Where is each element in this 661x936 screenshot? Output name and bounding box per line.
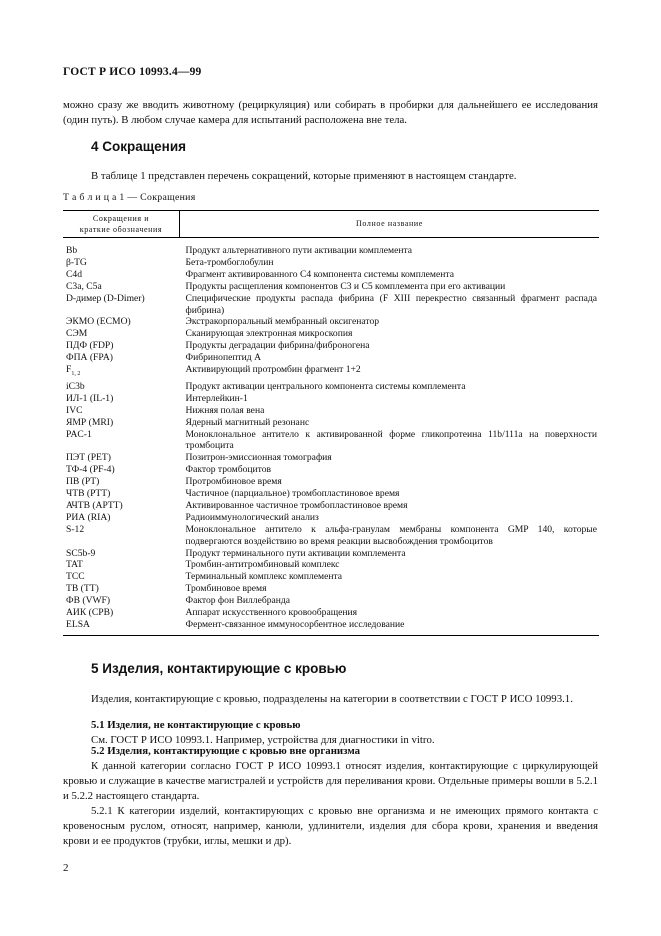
abbreviation-text: iC3b: [66, 380, 85, 392]
abbreviation-text: C3a, C5a: [66, 280, 102, 292]
abbreviation-cell: [63, 512, 180, 524]
abbreviation-cell: [63, 393, 180, 405]
table-row: [63, 417, 599, 429]
full-name-cell: Продукты деградации фибрина/фиброногена: [185, 340, 370, 352]
abbreviation-cell: [63, 619, 180, 635]
full-name-cell: Моноклональное антитело к альфа-гранулам мембраны компонента GMP 140, которые подвергаются воздействию во время реакции высвобождения тромбоцитов: [185, 523, 597, 547]
table-row: [63, 512, 599, 524]
abbreviation-cell: [63, 500, 180, 512]
subsection-5-1-heading: 5.1 Изделия, не контактирующие с кровью: [91, 719, 301, 731]
column-header-full-name: Полное название: [180, 211, 600, 238]
abbreviation-text: ПВ (PT): [66, 476, 100, 488]
table-row: [63, 269, 599, 281]
full-name-cell: Фрагмент активированного C4 компонента системы комплемента: [185, 268, 454, 280]
table-row: [63, 429, 599, 453]
standard-header: ГОСТ Р ИСО 10993.4—99: [63, 66, 202, 78]
abbreviation-text: TAT: [66, 559, 83, 571]
full-name-cell: Радиоиммунологический анализ: [185, 511, 319, 523]
abbreviation-text: Bb: [66, 245, 78, 256]
abbreviation-cell: [63, 405, 180, 417]
full-name-cell: Экстракорпоральный мембранный оксигенатор: [185, 316, 380, 328]
abbreviation-text: F: [66, 364, 72, 376]
table-row: [63, 364, 599, 381]
full-name-cell: Активирующий протромбин фрагмент 1+2: [185, 364, 361, 376]
full-name-cell: Фактор тромбоцитов: [185, 464, 272, 476]
table-row: [63, 257, 599, 269]
abbreviation-text: СЭМ: [66, 328, 88, 340]
table-row: [63, 571, 599, 583]
full-name-cell: Фермент-связанное иммуносорбентное исследование: [180, 619, 600, 635]
full-name-cell: Нижняя полая вена: [185, 404, 265, 416]
abbreviation-text: ЭКМО (ECMO): [66, 316, 131, 328]
table-header-row: [63, 211, 599, 238]
intro-paragraph: можно сразу же вводить животному (рециркуляция) или собирать в пробирки для дальнейшего ее исследования (один путь). В любом случае камера для испытаний расположена вне тела.: [63, 99, 598, 127]
abbreviation-cell: [63, 607, 180, 619]
abbreviation-cell: [63, 488, 180, 500]
table-row: [63, 352, 599, 364]
abbreviation-cell: [63, 583, 180, 595]
full-name-cell: Тромбин-антитромбиновый комплекс: [185, 559, 340, 571]
abbreviation-cell: [63, 548, 180, 560]
table-row: [63, 393, 599, 405]
full-name-cell: Продукт терминального пути активации комплемента: [185, 547, 406, 559]
section-5-intro-text: Изделия, контактирующие с кровью, подразделены на категории в соответствии с ГОСТ Р ИСО 10993.1.: [91, 693, 573, 705]
abbreviation-text: ФПА (FPA): [66, 352, 113, 364]
abbreviation-cell: [63, 352, 180, 364]
table-row: [63, 328, 599, 340]
abbreviation-text: АЧТВ (APTT): [66, 499, 123, 511]
section-5-intro: [63, 692, 598, 707]
table-row: [63, 488, 599, 500]
abbreviation-cell: [63, 559, 180, 571]
abbreviation-text: D-димер (D-Dimer): [66, 292, 145, 304]
abbreviation-text: TCC: [66, 571, 85, 583]
abbreviation-text: β-TG: [66, 256, 87, 268]
section-4-intro: В таблице 1 представлен перечень сокращений, которые применяют в настоящем стандарте.: [91, 170, 517, 182]
full-name-cell: Аппарат искусственного кровообращения: [185, 607, 358, 619]
abbreviation-text: ТФ-4 (PF-4): [66, 464, 115, 476]
full-name-cell: Частичное (парциальное) тромбопластиновое время: [185, 488, 400, 500]
abbreviation-cell: [63, 417, 180, 429]
table-row: [63, 464, 599, 476]
abbreviation-cell: [63, 476, 180, 488]
full-name-cell: Терминальный комплекс комплемента: [185, 571, 343, 583]
abbreviations-table: [63, 210, 599, 636]
abbreviation-text: ПДФ (FDP): [66, 340, 114, 352]
table-row: [63, 293, 599, 317]
table-row: [63, 607, 599, 619]
abbreviation-text: ФВ (VWF): [66, 595, 111, 607]
table-row: [63, 500, 599, 512]
abbreviation-text: РИА (RIA): [66, 511, 111, 523]
page-number: 2: [63, 862, 69, 874]
subsection-5-2-heading: 5.2 Изделия, контактирующие с кровью вне организма: [91, 745, 361, 757]
section-5-heading: 5 Изделия, контактирующие с кровью: [91, 661, 347, 676]
abbreviation-cell: [63, 524, 180, 548]
table-row: [63, 281, 599, 293]
column-header-line: краткие обозначения: [79, 225, 163, 234]
table-row: [63, 381, 599, 393]
abbreviation-cell: [63, 281, 180, 293]
abbreviation-text: PAC-1: [66, 428, 92, 440]
abbreviation-text: ИЛ-1 (IL-1): [66, 392, 114, 404]
abbreviation-cell: [63, 429, 180, 453]
full-name-cell: Моноклональное антитело к активированной форме гликопротеина 11b/111a на поверхности тромбоцита: [185, 428, 597, 452]
full-name-cell: Продукт альтернативного пути активации комплемента: [185, 245, 413, 256]
abbreviation-cell: [63, 571, 180, 583]
full-name-cell: Продукт активации центрального компонента системы комплемента: [185, 380, 466, 392]
full-name-cell: Ядерный магнитный резонанс: [185, 416, 310, 428]
abbreviation-cell: [63, 257, 180, 269]
abbreviation-text: ELSA: [66, 619, 90, 630]
table-row: [63, 405, 599, 417]
table-row: [63, 548, 599, 560]
full-name-cell: Фибринопептид А: [185, 352, 262, 364]
table-row: [63, 452, 599, 464]
table-row: [63, 340, 599, 352]
table-row: [63, 524, 599, 548]
section-4-heading: 4 Сокращения: [91, 139, 186, 154]
subsection-5-2-1-text: 5.2.1 К категории изделий, контактирующих с кровью вне организма и не имеющих прямого контакта с кровеносным руслом, относят, например, канюли, удлинители, изделия для сбора крови, хранения и введения крови и ее продуктов (трубки, иглы, мешки и др).: [63, 805, 598, 848]
full-name-cell: Протромбиновое время: [185, 476, 282, 488]
abbreviation-subscript: 1, 2: [71, 370, 81, 377]
abbreviation-cell: [63, 464, 180, 476]
full-name-cell: Бета-тромбоглобулин: [185, 256, 274, 268]
full-name-cell: Фактор фон Виллебранда: [185, 595, 291, 607]
abbreviation-text: IVC: [66, 404, 83, 416]
abbreviation-text: C4d: [66, 268, 82, 280]
subsection-5-1-text: См. ГОСТ Р ИСО 10993.1. Например, устройства для диагностики in vitro.: [91, 734, 435, 746]
table-caption: Т а б л и ц а 1 — Сокращения: [63, 192, 196, 203]
abbreviation-text: ЧТВ (PTT): [66, 488, 111, 500]
abbreviation-cell: [63, 316, 180, 328]
abbreviation-text: S-12: [66, 523, 85, 535]
full-name-cell: Позитрон-эмиссионная томография: [185, 452, 332, 464]
abbreviation-cell: [63, 595, 180, 607]
full-name-cell: Продукты расщепления компонентов C3 и C5 комплемента при его активации: [185, 280, 506, 292]
full-name-cell: Интерлейкин-1: [185, 392, 248, 404]
full-name-cell: Специфические продукты распада фибрина (F XIII перекрестно связанный фрагмент распада фибрина): [185, 292, 597, 316]
abbreviation-cell: [63, 364, 180, 381]
abbreviation-text: ТВ (TT): [66, 583, 99, 595]
table-row: [63, 559, 599, 571]
abbreviation-cell: [63, 452, 180, 464]
full-name-cell: Активированное частичное тромбопластиновое время: [185, 499, 408, 511]
table-row: [63, 316, 599, 328]
subsection-5-2-text: К данной категории согласно ГОСТ Р ИСО 10993.1 относят изделия, контактирующие с циркулирующей кровью и служащие в качестве магистралей и устройств для переливания крови. Отдельные примеры вошли в 5.2.1 и 5.2.2 настоящего стандарта.: [63, 760, 598, 803]
abbreviation-text: ЯМР (MRI): [66, 416, 114, 428]
full-name-cell: Сканирующая электронная микроскопия: [185, 328, 353, 340]
full-name-cell: Тромбиновое время: [185, 583, 267, 595]
column-header-abbreviation: [63, 211, 180, 238]
table-row: [63, 238, 599, 257]
abbreviation-cell: [63, 328, 180, 340]
abbreviation-cell: [63, 238, 180, 257]
abbreviation-cell: [63, 293, 180, 317]
table-row: [63, 476, 599, 488]
abbreviation-text: ПЭТ (PET): [66, 452, 111, 464]
abbreviation-text: АИК (CPB): [66, 607, 114, 619]
abbreviation-cell: [63, 381, 180, 393]
table-row: [63, 583, 599, 595]
column-header-line: Сокращения и: [92, 214, 150, 223]
table-row: [63, 619, 599, 635]
abbreviation-text: SC5b-9: [66, 547, 96, 559]
abbreviation-cell: [63, 269, 180, 281]
abbreviation-cell: [63, 340, 180, 352]
table-row: [63, 595, 599, 607]
table-body: [63, 238, 599, 636]
